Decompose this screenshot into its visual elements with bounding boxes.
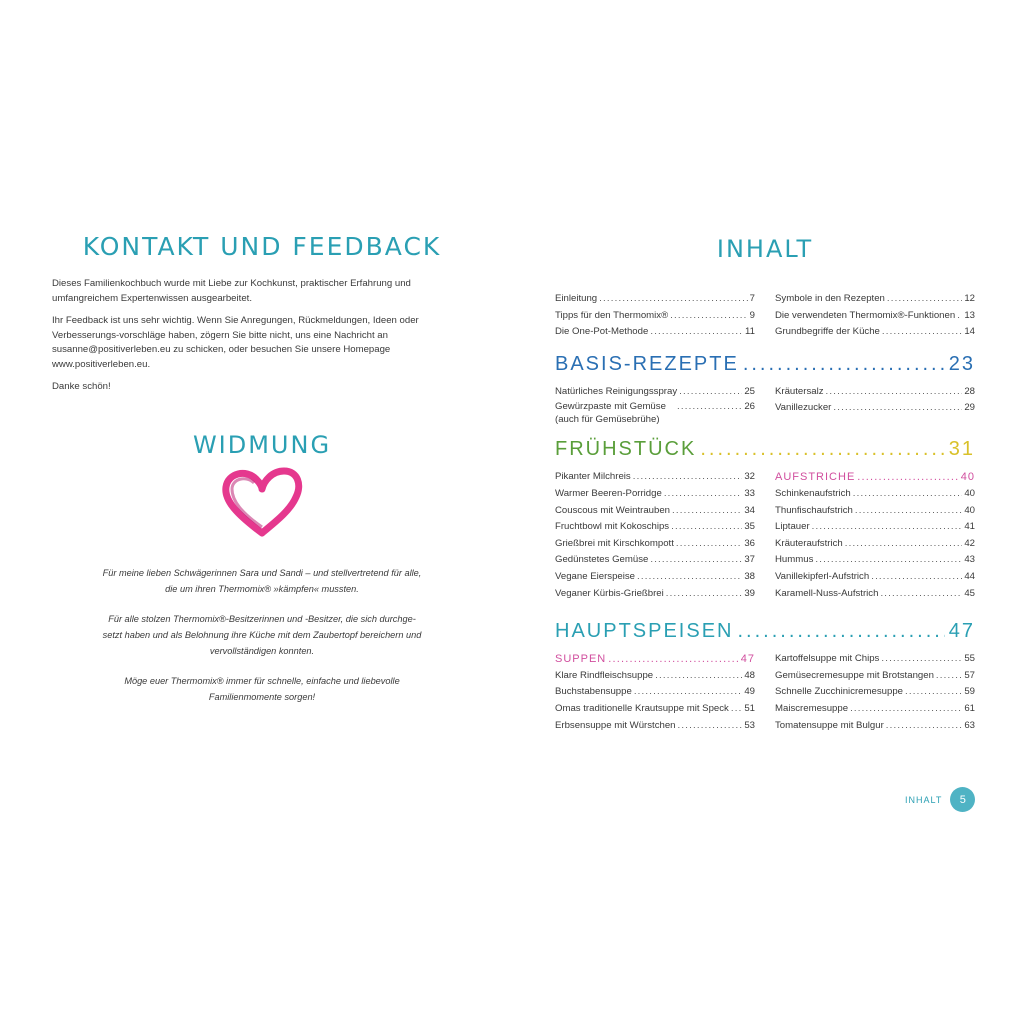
toc-entry[interactable] <box>555 486 755 503</box>
toc-entry-page: 43 <box>964 554 975 566</box>
toc-basis-left <box>555 384 755 427</box>
toc-entry-label: Tomatensuppe mit Bulgur <box>775 719 884 731</box>
toc-fruehstueck-right <box>775 469 975 602</box>
heart-illustration <box>102 467 422 547</box>
toc-subsection-suppen[interactable] <box>555 651 755 668</box>
kontakt-paragraph-2: Ihr Feedback ist uns sehr wichtig. Wenn Sie Anregungen, Rückmeldungen, Ideen oder Verbesserungs-vorschläge haben, zögern Sie bitte nicht, uns eine Nachricht an susanne@positiverleben.eu zu schicken, oder besuchen Sie unsere Homepage www.positiverleben.eu. <box>52 315 419 370</box>
toc-entry-page: 9 <box>749 309 755 321</box>
toc-entry-label: Natürliches Reinigungsspray <box>555 385 678 397</box>
section-heading-hauptspeisen[interactable] <box>555 620 975 643</box>
toc-subsection-label: AUFSTRICHE <box>775 471 856 484</box>
toc-hauptspeisen <box>555 651 975 734</box>
toc-entry-label: Veganer Kürbis-Grießbrei <box>555 587 664 599</box>
section-heading-page: 47 <box>948 620 975 643</box>
toc-entry[interactable] <box>775 536 975 553</box>
toc-entry-page: 11 <box>745 326 755 338</box>
toc-entry[interactable] <box>555 536 755 553</box>
toc-entry-page: 26 <box>744 401 755 413</box>
toc-entry[interactable] <box>555 308 755 325</box>
toc-entry[interactable] <box>555 400 755 426</box>
toc-entry-label: Schnelle Zucchinicremesuppe <box>775 686 903 698</box>
toc-entry-page: 40 <box>964 504 975 516</box>
toc-entry[interactable] <box>555 718 755 735</box>
toc-subsection-label: SUPPEN <box>555 653 607 666</box>
toc-entry-label: Symbole in den Rezepten <box>775 293 885 304</box>
toc-entry-label: Einleitung <box>555 293 598 304</box>
widmung-paragraph-3: Möge euer Thermomix® immer für schnelle, einfache und liebevolle Familienmomente sorgen! <box>124 675 400 702</box>
toc-entry-page: 14 <box>964 326 975 338</box>
toc-entry[interactable] <box>775 684 975 701</box>
toc-entry-label: Liptauer <box>775 521 810 533</box>
toc-intro-left <box>555 291 755 341</box>
toc-entry[interactable] <box>555 503 755 520</box>
toc-entry[interactable] <box>775 651 975 668</box>
toc-entry[interactable] <box>555 384 755 401</box>
section-heading-fruehstueck[interactable] <box>555 438 975 461</box>
toc-intro-right <box>775 291 975 341</box>
inhalt-title: INHALT <box>716 235 814 263</box>
toc-entry[interactable] <box>555 469 755 486</box>
toc-entry-label: Schinkenaufstrich <box>775 487 851 499</box>
page-number-badge: 5 <box>950 787 975 812</box>
toc-basis-right <box>775 384 975 427</box>
toc-entry-page: 59 <box>964 686 975 698</box>
toc-entry[interactable] <box>775 400 975 417</box>
toc-entry[interactable] <box>555 519 755 536</box>
toc-entry-page: 61 <box>964 702 975 714</box>
toc-entry-label: Karamell-Nuss-Aufstrich <box>775 587 879 599</box>
toc-entry-page: 51 <box>744 702 755 714</box>
toc-entry-page: 48 <box>744 669 755 681</box>
toc-entry-page: 40 <box>964 487 975 499</box>
toc-entry-page: 12 <box>964 293 975 304</box>
toc-subsection-aufstriche[interactable] <box>775 469 975 486</box>
toc-entry[interactable] <box>775 569 975 586</box>
toc-entry[interactable] <box>775 291 975 308</box>
kontakt-title: KONTAKT UND FEEDBACK <box>82 232 442 261</box>
page-footer <box>905 787 975 812</box>
section-heading-label: FRÜHSTÜCK <box>555 438 697 461</box>
toc-entry-label: Warmer Beeren-Porridge <box>555 487 662 499</box>
toc-entry-page: 34 <box>744 504 755 516</box>
right-page <box>555 235 975 734</box>
toc-entry-page: 32 <box>744 471 755 483</box>
toc-entry-label: Gewürzpaste mit Gemüse (auch für Gemüsebrühe) <box>555 401 666 426</box>
toc-entry[interactable] <box>555 552 755 569</box>
toc-entry[interactable] <box>775 324 975 341</box>
toc-entry[interactable] <box>555 586 755 603</box>
toc-entry-label: Buchstabensuppe <box>555 686 632 698</box>
toc-entry-label: Grundbegriffe der Küche <box>775 326 880 338</box>
toc-entry[interactable] <box>555 684 755 701</box>
toc-entry-page: 13 <box>964 309 975 321</box>
toc-entry[interactable] <box>775 308 975 325</box>
toc-entry-label: Klare Rindfleischsuppe <box>555 669 654 681</box>
toc-entry-page: 37 <box>744 554 755 566</box>
toc-entry-page: 35 <box>744 521 755 533</box>
toc-basis <box>555 384 975 427</box>
toc-entry-page: 33 <box>744 487 755 499</box>
widmung-section <box>102 431 472 705</box>
toc-entry-page: 41 <box>964 521 975 533</box>
toc-entry[interactable] <box>775 503 975 520</box>
toc-entry[interactable] <box>775 486 975 503</box>
section-heading-page: 31 <box>948 438 975 461</box>
toc-entry-page: 36 <box>744 537 755 549</box>
toc-entry[interactable] <box>555 569 755 586</box>
toc-entry-label: Kräutersalz <box>775 385 824 397</box>
toc-hauptspeisen-left <box>555 651 755 734</box>
toc-entry-label: Kartoffelsuppe mit Chips <box>775 653 880 665</box>
widmung-title: WIDMUNG <box>192 430 332 459</box>
toc-entry-page: 29 <box>964 402 975 414</box>
toc-entry[interactable] <box>775 701 975 718</box>
toc-entry[interactable] <box>775 519 975 536</box>
toc-entry-label: Vanillezucker <box>775 402 832 414</box>
toc-entry-page: 7 <box>749 293 755 304</box>
toc-entry-page: 53 <box>744 719 755 731</box>
toc-entry-label: Kräuteraufstrich <box>775 537 843 549</box>
toc-entry-label: Die verwendeten Thermomix®-Funktionen <box>775 309 956 321</box>
toc-fruehstueck <box>555 469 975 602</box>
toc-entry-label: Thunfischaufstrich <box>775 504 853 516</box>
toc-entry[interactable] <box>555 701 755 718</box>
toc-entry[interactable] <box>775 552 975 569</box>
toc-entry[interactable] <box>775 718 975 735</box>
section-heading-label: HAUPTSPEISEN <box>555 620 734 643</box>
toc-entry-page: 42 <box>964 537 975 549</box>
toc-entry-page: 28 <box>964 385 975 397</box>
toc-entry-page: 44 <box>964 570 975 582</box>
toc-entry-label: Erbsensuppe mit Würstchen <box>555 719 676 731</box>
toc-entry-label: Hummus <box>775 554 814 566</box>
toc-entry-page: 49 <box>744 686 755 698</box>
toc-entry-label: Fruchtbowl mit Kokoschips <box>555 521 670 533</box>
toc-entry-page: 39 <box>744 587 755 599</box>
toc-entry-label: Couscous mit Weintrauben <box>555 504 671 516</box>
toc-entry[interactable] <box>775 668 975 685</box>
toc-entry-page: 45 <box>964 587 975 599</box>
heart-icon <box>220 467 304 539</box>
toc-entry-label: Pikanter Milchreis <box>555 471 631 483</box>
toc-entry-label: Grießbrei mit Kirschkompott <box>555 537 674 549</box>
toc-entry-page: 57 <box>964 669 975 681</box>
section-heading-basis[interactable] <box>555 353 975 376</box>
toc-entry-label: Gedünstetes Gemüse <box>555 554 649 566</box>
section-heading-page: 23 <box>948 352 975 375</box>
toc-intro <box>555 291 975 341</box>
toc-entry-page: 63 <box>964 719 975 731</box>
toc-entry-label: Omas traditionelle Krautsuppe mit Speck <box>555 702 729 714</box>
toc-subsection-page: 47 <box>740 653 755 666</box>
toc-subsection-page: 40 <box>960 471 975 484</box>
toc-entry-label: Maiscremesuppe <box>775 702 849 714</box>
toc-entry[interactable] <box>555 668 755 685</box>
toc-entry-label: Die One-Pot-Methode <box>555 326 649 338</box>
toc-fruehstueck-left <box>555 469 755 602</box>
toc-entry-page: 38 <box>744 570 755 582</box>
toc-entry-label: Tipps für den Thermomix® <box>555 309 669 321</box>
toc-hauptspeisen-right <box>775 651 975 734</box>
toc-entry-label: Vegane Eierspeise <box>555 570 636 582</box>
toc-entry-page: 25 <box>744 385 755 397</box>
widmung-paragraph-1: Für meine lieben Schwägerinnen Sara und Sandi – und stellvertretend für alle, die um ihren Thermomix® »kämpfen« mussten. <box>102 567 422 594</box>
widmung-paragraph-2: Für alle stolzen Thermomix®-Besitzerinnen und -Besitzer, die sich durchge-setzt haben und als Belohnung ihre Küche mit dem Zaubertopf bereichern und vervollständigen konnten. <box>102 613 422 656</box>
toc-entry-page: 55 <box>964 653 975 665</box>
left-page <box>52 232 472 719</box>
toc-entry[interactable] <box>555 291 755 308</box>
toc-entry[interactable] <box>555 324 755 341</box>
toc-entry[interactable] <box>775 586 975 603</box>
toc-entry-label: Vanillekipferl-Aufstrich <box>775 570 870 582</box>
section-heading-label: BASIS-REZEPTE <box>555 352 739 375</box>
toc-entry-label: Gemüsecremesuppe mit Brotstangen <box>775 669 934 681</box>
toc-entry[interactable] <box>775 384 975 401</box>
footer-section-label: INHALT <box>905 794 943 805</box>
kontakt-paragraph-1: Dieses Familienkochbuch wurde mit Liebe zur Kochkunst, praktischer Erfahrung und umfangreichem Expertenwissen ausgearbeitet. <box>52 278 411 304</box>
kontakt-paragraph-3: Danke schön! <box>52 381 111 392</box>
